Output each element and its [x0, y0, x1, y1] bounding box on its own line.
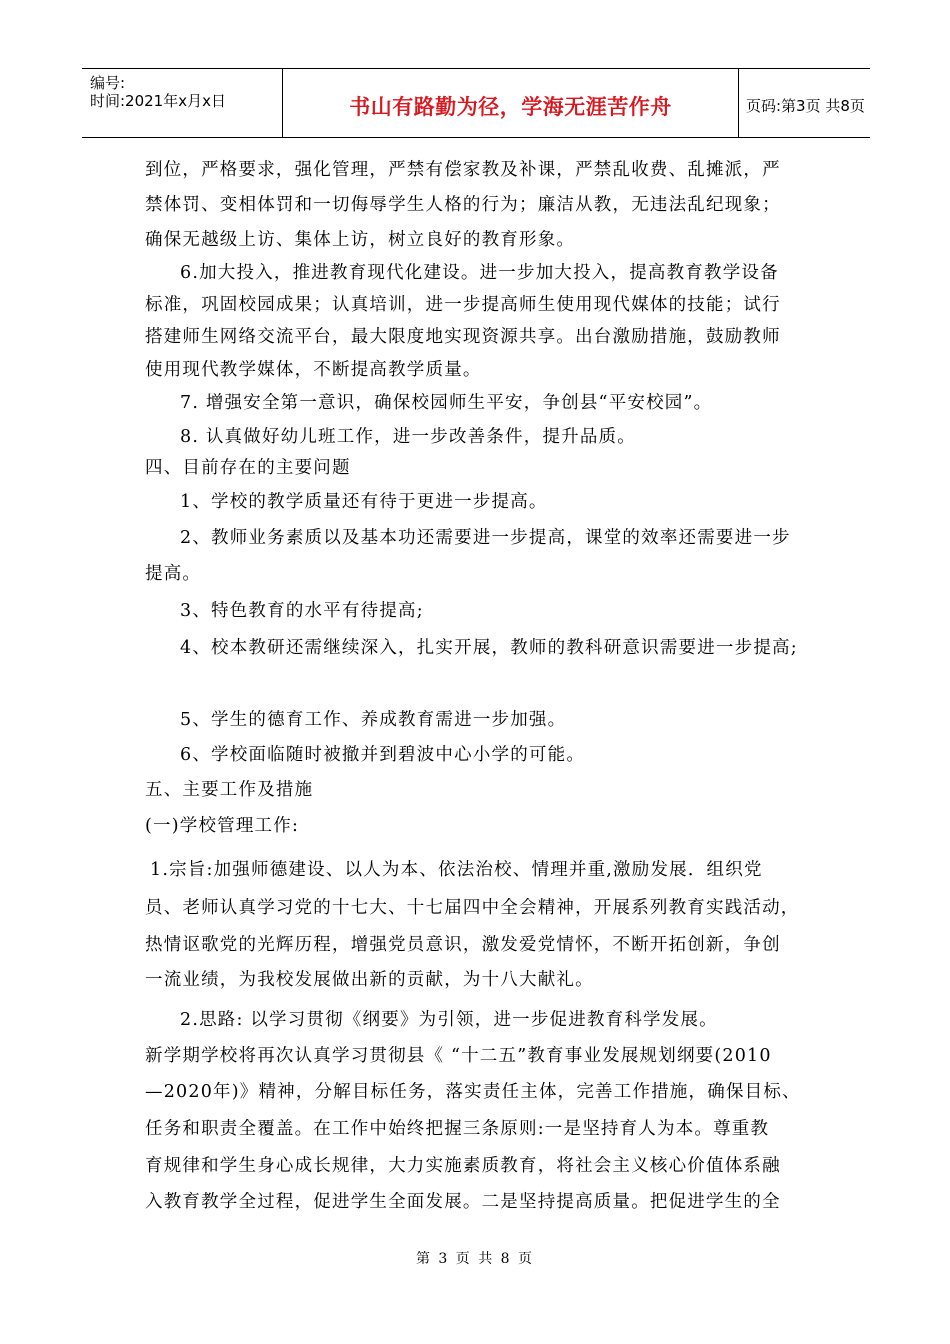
section-heading: 四、目前存在的主要问题	[145, 458, 351, 478]
header-meta-cell	[82, 69, 282, 137]
header-motto: 书山有路勤为径，学海无涯苦作舟	[349, 95, 672, 119]
body-line: 7. 增强安全第一意识，确保校园师生平安，争创县“平安校园”。	[180, 393, 713, 413]
body-line: 6.加大投入，推进教育现代化建设。进一步加大投入，提高教育教学设备	[180, 263, 779, 283]
body-line: 2、教师业务素质以及基本功还需要进一步提高，课堂的效率还需要进一步	[180, 528, 791, 548]
page-footer: 第 3 页 共 8 页	[415, 1251, 535, 1267]
body-line: 到位，严格要求，强化管理，严禁有偿家教及补课，严禁乱收费、乱摊派，严	[145, 160, 781, 180]
body-line: 3、特色教育的水平有待提高;	[180, 601, 424, 621]
document-number-label: 编号:	[90, 74, 126, 92]
section-heading: 五、主要工作及措施	[145, 780, 314, 800]
body-line: —2020年)》精神，分解目标任务，落实责任主体，完善工作措施，确保目标、	[145, 1082, 801, 1102]
body-line: 提高。	[145, 564, 202, 584]
body-line: 标准，巩固校园成果；认真培训，进一步提高师生使用现代媒体的技能；试行	[145, 295, 781, 315]
header-motto-cell	[282, 69, 739, 137]
header-page-cell	[738, 69, 870, 137]
body-line: 使用现代教学媒体，不断提高教学质量。	[145, 360, 482, 380]
page-header	[82, 68, 870, 138]
body-line: 6、学校面临随时被撤并到碧波中心小学的可能。	[180, 745, 586, 765]
body-line: 育规律和学生身心成长规律，大力实施素质教育，将社会主义核心价值体系融	[145, 1156, 781, 1176]
body-line: 入教育教学全过程，促进学生全面发展。二是坚持提高质量。把促进学生的全	[145, 1192, 781, 1212]
body-line: 热情讴歌党的光辉历程，增强党员意识，激发爱党情怀，不断开拓创新，争创	[145, 935, 781, 955]
body-line: 禁体罚、变相体罚和一切侮辱学生人格的行为；廉洁从教，无违法乱纪现象；	[145, 195, 781, 215]
body-line: 2.思路: 以学习贯彻《纲要》为引领，进一步促进教育科学发展。	[180, 1010, 718, 1030]
body-line: 确保无越级上访、集体上访，树立良好的教育形象。	[145, 230, 576, 250]
body-line: 任务和职责全覆盖。在工作中始终把握三条原则:一是坚持育人为本。尊重教	[145, 1119, 770, 1139]
document-date-label: 时间:2021年x月x日	[90, 92, 226, 110]
body-line: 员、老师认真学习党的十七大、十七届四中全会精神，开展系列教育实践活动，	[145, 898, 800, 918]
body-line: 1、学校的教学质量还有待于更进一步提高。	[180, 492, 548, 512]
subsection-heading: (一)学校管理工作:	[145, 816, 300, 836]
body-line: 新学期学校将再次认真学习贯彻县《 “十二五”教育事业发展规划纲要(2010	[145, 1046, 772, 1066]
body-line: 5、学生的德育工作、养成教育需进一步加强。	[180, 710, 567, 730]
body-line: 搭建师生网络交流平台，最大限度地实现资源共享。出台激励措施，鼓励教师	[145, 327, 781, 347]
body-line: 一流业绩，为我校发展做出新的贡献，为十八大献礼。	[145, 970, 594, 990]
body-line: 8. 认真做好幼儿班工作，进一步改善条件，提升品质。	[180, 427, 636, 447]
body-line: 1.宗旨:加强师德建设、以人为本、依法治校、情理并重,激励发展．组织党	[150, 860, 763, 880]
body-line: 4、校本教研还需继续深入，扎实开展，教师的教科研意识需要进一步提高;	[180, 638, 798, 658]
header-page-number: 页码:第3页 共8页	[746, 97, 865, 115]
